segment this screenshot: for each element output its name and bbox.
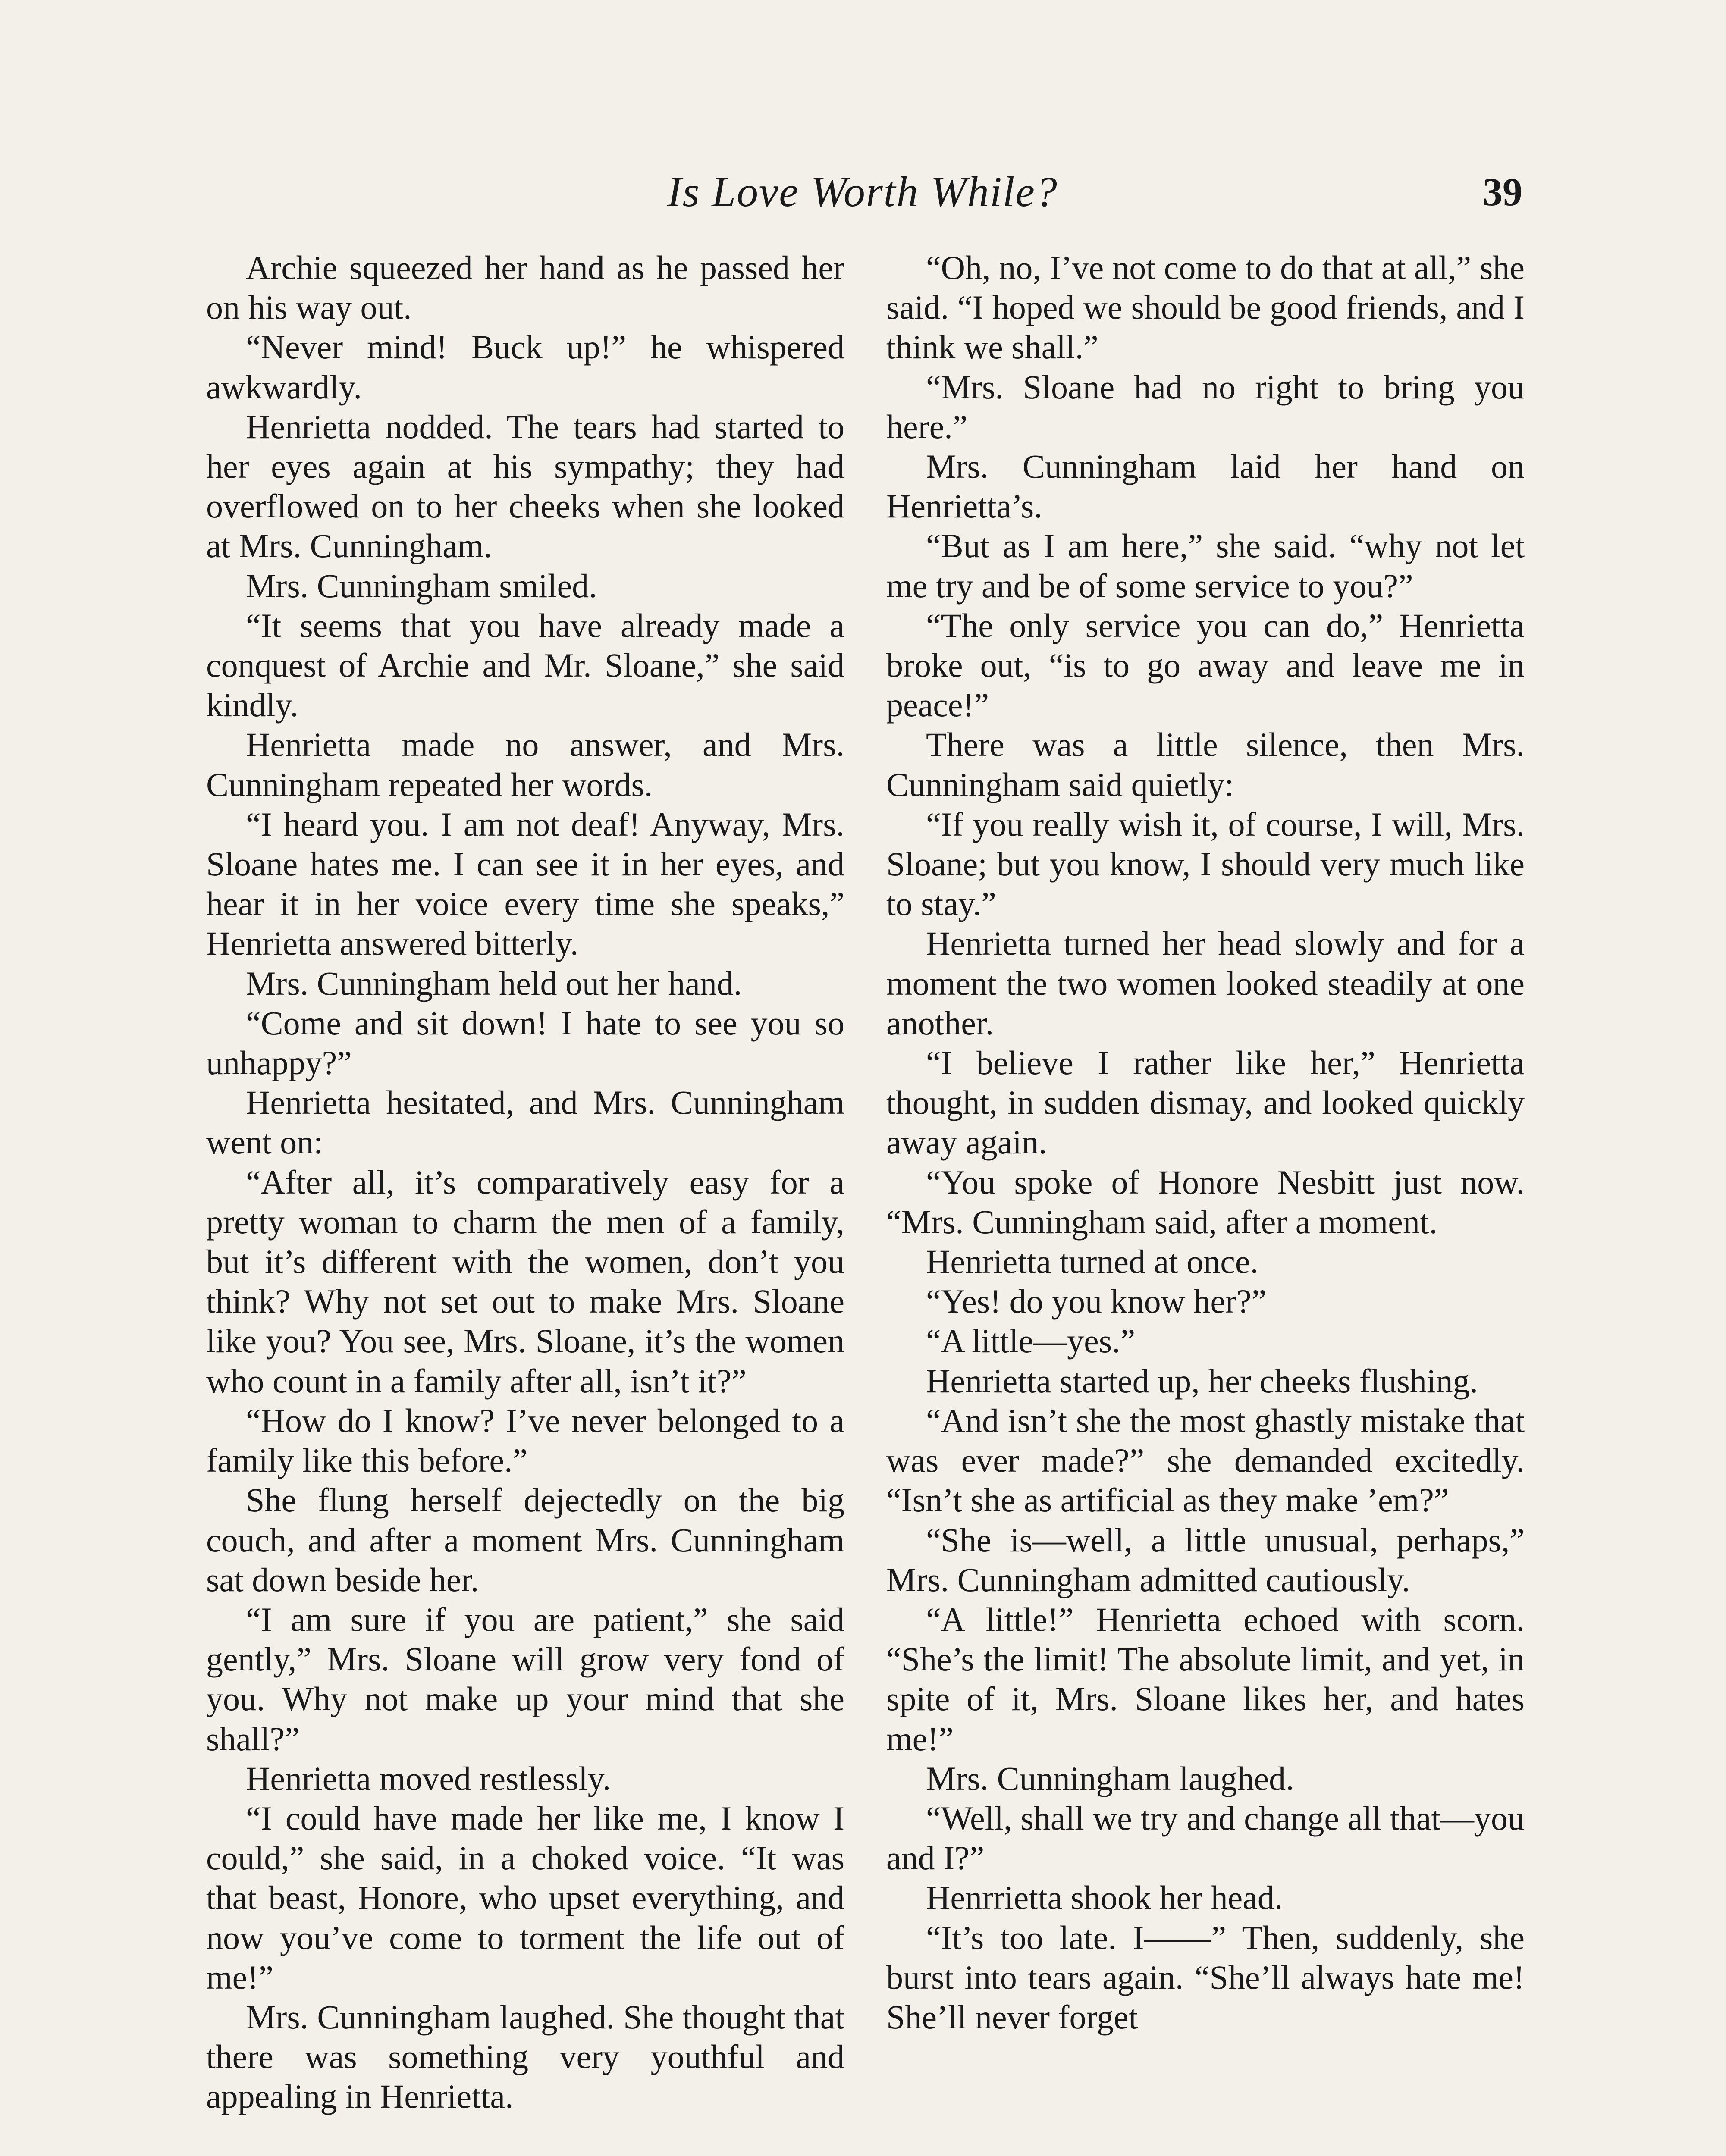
paragraph: Mrs. Cunningham held out her hand. (246, 964, 742, 1002)
paragraph: Henrietta turned her head slowly and for a moment the two women looked steadily at one another. (886, 924, 1525, 1042)
paragraph: “How do I know? I’ve never belonged to a family like this before.” (206, 1401, 844, 1479)
paragraph: “But as I am here,” she said. “why not let me try and be of some service to you?” (886, 527, 1525, 605)
paragraph: “It’s too late. I——” Then, suddenly, she burst into tears again. “She’ll always hate me! She’ll never forget (886, 1918, 1525, 2036)
paragraph: “Well, shall we try and change all that—you and I?” (886, 1799, 1525, 1877)
paragraph: Mrs. Cunningham laid her hand on Henrietta’s. (886, 448, 1525, 525)
paragraph: Henrietta moved restlessly. (246, 1759, 611, 1797)
paragraph: “Yes! do you know her?” (926, 1282, 1267, 1320)
paragraph: Henrietta made no answer, and Mrs. Cunningham repeated her words. (206, 726, 844, 803)
left-text-column (206, 248, 844, 2117)
paragraph: Henrietta hesitated, and Mrs. Cunningham went on: (206, 1084, 844, 1161)
paragraph: “Oh, no, I’ve not come to do that at all,” she said. “I hoped we should be good friends, and I think we shall.” (886, 249, 1525, 366)
paragraph: “You spoke of Honore Nesbitt just now. “Mrs. Cunningham said, after a moment. (886, 1163, 1525, 1241)
paragraph: “I believe I rather like her,” Henrietta thought, in sudden dismay, and looked quickly away again. (886, 1044, 1525, 1161)
paragraph: “The only service you can do,” Henrietta broke out, “is to go away and leave me in peace!” (886, 606, 1525, 724)
paragraph: “Come and sit down! I hate to see you so unhappy?” (206, 1004, 844, 1082)
paragraph: There was a little silence, then Mrs. Cunningham said quietly: (886, 726, 1525, 803)
paragraph: “A little!” Henrietta echoed with scorn. “She’s the limit! The absolute limit, and yet, in spite of it, Mrs. Sloane likes her, and hates me!” (886, 1600, 1525, 1758)
paragraph: “Mrs. Sloane had no right to bring you here.” (886, 368, 1525, 445)
page-number: 39 (1483, 170, 1522, 214)
paragraph: Mrs. Cunningham laughed. She thought that there was something very youthful and appealing in Henrietta. (206, 1998, 844, 2115)
paragraph: “I heard you. I am not deaf! Anyway, Mrs. Sloane hates me. I can see it in her eyes, and hear it in her voice every time she speaks,” Henrietta answered bitterly. (206, 805, 844, 962)
right-text-column (886, 248, 1525, 2037)
paragraph: “After all, it’s comparatively easy for a pretty woman to charm the men of a family, but it’s different with the women, don’t you think? Why not set out to make Mrs. Sloane like you? You see, Mrs. Sloane, it’s the women who count in a family after all, isn’t it?” (206, 1163, 844, 1400)
paragraph: Mrs. Cunningham laughed. (926, 1759, 1294, 1797)
paragraph: “I could have made her like me, I know I could,” she said, in a choked voice. “It was that beast, Honore, who upset everything, and now you’ve come to torment the life out of me!” (206, 1799, 844, 1996)
page-header (203, 160, 1522, 224)
paragraph: She flung herself dejectedly on the big couch, and after a moment Mrs. Cunningham sat down beside her. (206, 1481, 844, 1598)
paragraph: Mrs. Cunningham smiled. (246, 567, 597, 605)
paragraph: “And isn’t she the most ghastly mistake that was ever made?” she demanded excitedly. “Isn’t she as artificial as they make ’em?” (886, 1401, 1525, 1519)
paragraph: “If you really wish it, of course, I will, Mrs. Sloane; but you know, I should very much like to stay.” (886, 805, 1525, 923)
paragraph: Archie squeezed her hand as he passed her on his way out. (206, 249, 844, 326)
paragraph: Henrietta nodded. The tears had started to her eyes again at his sympathy; they had overflowed on to her cheeks when she looked at Mrs. Cunningham. (206, 407, 844, 565)
running-title: Is Love Worth While? (667, 168, 1058, 216)
paragraph: Henrietta turned at once. (926, 1243, 1258, 1281)
paragraph: “It seems that you have already made a conquest of Archie and Mr. Sloane,” she said kindly. (206, 606, 844, 724)
paragraph: “A little—yes.” (926, 1322, 1136, 1360)
paragraph: Henrrietta shook her head. (926, 1879, 1283, 1917)
paragraph: “She is—well, a little unusual, perhaps,” Mrs. Cunningham admitted cautiously. (886, 1521, 1525, 1598)
paragraph: “Never mind! Buck up!” he whispered awkwardly. (206, 328, 844, 406)
paragraph: Henrietta started up, her cheeks flushing. (926, 1362, 1478, 1400)
paragraph: “I am sure if you are patient,” she said gently,” Mrs. Sloane will grow very fond of you. Why not make up your mind that she shall?” (206, 1600, 844, 1758)
